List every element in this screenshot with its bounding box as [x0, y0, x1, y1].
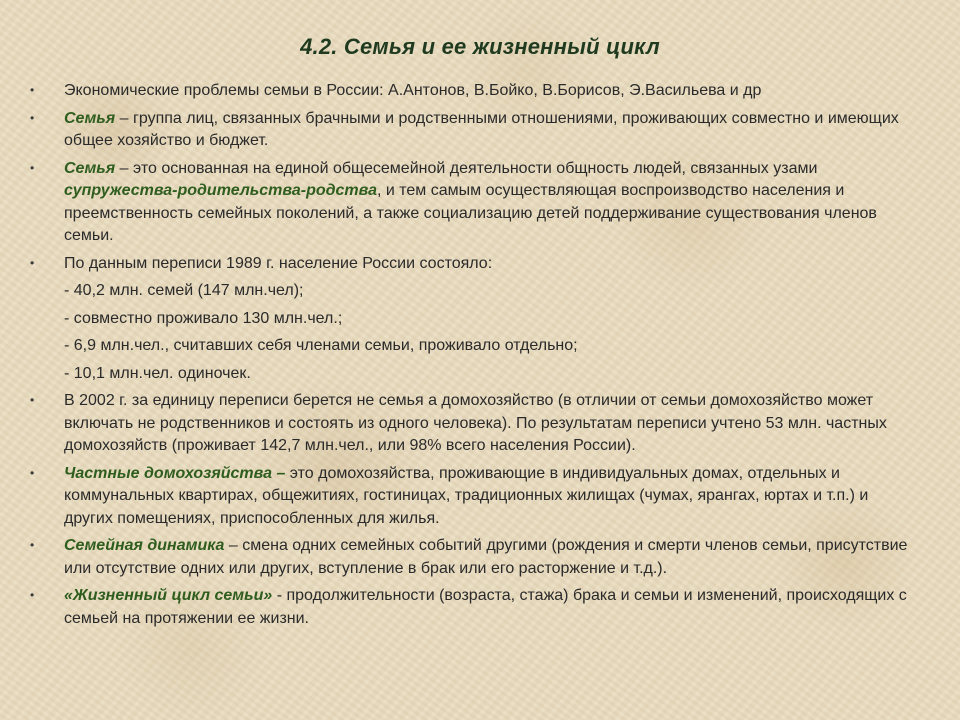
list-item-census-2002: [30, 390, 920, 458]
bullet-icon: •: [30, 110, 35, 125]
item-text: , и тем самым осуществляющая воспроизводство населения и преемственность семейных поколений, а также социализацию детей поддерживание существования членов семьи.: [64, 182, 877, 244]
sub-item-living-separately: - 6,9 млн.чел., считавших себя членами семьи, проживало отдельно;: [64, 337, 578, 354]
list-item-family-life-cycle: [30, 585, 920, 630]
bullet-icon: •: [30, 255, 35, 270]
list-item-economic-problems: [30, 80, 920, 103]
slide-title: 4.2. Семья и ее жизненный цикл: [300, 34, 660, 59]
item-term: Семейная динамика: [64, 537, 225, 554]
bullet-list: [30, 80, 920, 635]
sub-item-families: - 40,2 млн. семей (147 млн.чел);: [64, 282, 304, 299]
sub-item-living-together: - совместно проживало 130 млн.чел.;: [64, 309, 343, 327]
item-text: – смена одних семейных событий другими (рождения и смерти членов семьи, присутствие или отсутствие одних или других, вступление в брак или его расторжение и т.д.).: [64, 537, 908, 577]
bullet-icon: •: [30, 465, 35, 480]
item-term: Семья: [64, 159, 116, 177]
bullet-icon: •: [30, 393, 35, 407]
list-item-census-1989: [30, 253, 920, 276]
list-item-private-households: [30, 463, 920, 531]
bullet-icon: •: [30, 538, 35, 552]
item-text: – это основанная на единой общесемейной деятельности общность людей, связанных узами: [115, 159, 818, 177]
item-term: Частные домохозяйства –: [64, 464, 286, 482]
item-text: - продолжительности (возраста, стажа) брака и семьи и изменений, происходящих с семьей на протяжении ее жизни.: [64, 587, 907, 627]
bullet-icon: •: [30, 588, 35, 602]
list-item-family-dynamics: [30, 535, 920, 580]
item-term-kinship: супружества-родительства-родства: [64, 182, 377, 199]
item-text: – группа лиц, связанных брачными и родственными отношениями, проживающих совместно и имеющих общее хозяйство и бюджет.: [64, 109, 899, 149]
sub-item-singles: - 10,1 млн.чел. одиночек.: [64, 364, 251, 382]
item-term: Семья: [64, 109, 116, 127]
list-item-family-definition-1: [30, 108, 920, 153]
bullet-icon: •: [30, 83, 35, 97]
item-text: По данным переписи 1989 г. население России состояло:: [64, 254, 493, 272]
list-item-family-definition-2: [30, 158, 920, 248]
item-text: В 2002 г. за единицу переписи берется не семья а домохозяйство (в отличии от семьи домохозяйство может включать не родственников и состоять из одного человека). По результатам переписи учтено 53 млн. частных домохозяйств (проживает 142,7 млн.чел., или 98% всего населения России).: [64, 392, 887, 454]
item-term: «Жизненный цикл семьи»: [64, 587, 273, 604]
bullet-icon: •: [30, 160, 35, 175]
item-text: это домохозяйства, проживающие в индивидуальных домах, отдельных и коммунальных квартирах, общежитиях, гостиницах, традиционных жилищах (чумах, ярангах, юртах и т.п.) и других помещениях, приспособленных для жилья.: [64, 464, 869, 527]
item-text: Экономические проблемы семьи в России: А.Антонов, В.Бойко, В.Борисов, Э.Васильева и др: [64, 82, 762, 99]
